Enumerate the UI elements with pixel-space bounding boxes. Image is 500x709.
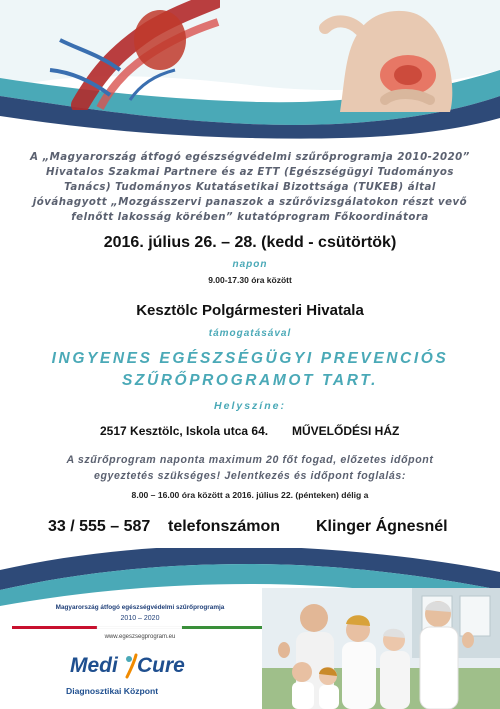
support-label: támogatásával — [208, 328, 292, 339]
phone-number: 33 / 555 – 587 — [48, 518, 151, 535]
family-photo — [262, 588, 500, 709]
capacity-note: A szűrőprogram naponta maximum 20 főt fogad, előzetes időpont egyeztetés szükséges! Jelentkezés és időpont foglalás: — [66, 454, 434, 482]
program-title: Magyarország átfogó egészségvédelmi szűrőprogramja — [55, 604, 225, 611]
venue-label: Helyszíne: — [214, 400, 286, 412]
contact-person: Klinger Ágnesnél — [316, 518, 448, 535]
medicure-logo-subtitle: Diagnosztikai Központ — [66, 686, 159, 696]
booking-hours: 8.00 – 16.00 óra között a 2016. július 22. (pénteken) délig a — [131, 490, 369, 500]
headline-line-1: INGYENES EGÉSZSÉGÜGYI PREVENCIÓS — [51, 350, 449, 367]
event-dates: 2016. július 26. – 28. (kedd - csütörtök) — [103, 234, 397, 251]
program-years: 2010 – 2020 — [120, 615, 160, 622]
medicure-logo-medi: Medi — [70, 654, 118, 677]
hungarian-flag-stripe — [12, 626, 267, 629]
phone-label: telefonszámon — [168, 518, 281, 535]
headline-line-2: SZŰRŐPROGRAMOT TART. — [121, 372, 379, 389]
organizer-name: Kesztölc Polgármesteri Hivatala — [136, 302, 364, 319]
intro-paragraph: A „Magyarország átfogó egészségvédelmi szűrőprogramja 2010-2020” Hivatalos Szakmai Partnere és az ETT (Egészségügyi Tudományos Tanács) Tudományos Kutatásetikai Bizottsága (TUKEB) által jóváhagyott „Mozgásszervi panaszok a szűrővizsgálatokon részt vevő felnőtt lakosság körében” kutatóprogram Főkoordinátora — [30, 152, 470, 223]
venue-address: 2517 Kesztölc, Iskola utca 64. — [100, 424, 269, 438]
website-link[interactable]: www.egeszsegprogram.eu — [104, 634, 176, 640]
medicure-logo-mark-icon — [124, 653, 138, 679]
blood-vessel-illustration — [40, 0, 220, 110]
back-pain-illustration — [300, 0, 470, 112]
venue-building: MŰVELŐDÉSI HÁZ — [292, 424, 400, 438]
medicure-logo-cure: Cure — [137, 654, 185, 677]
napon-label: napon — [232, 259, 268, 270]
event-hours: 9.00-17.30 óra között — [208, 275, 292, 285]
